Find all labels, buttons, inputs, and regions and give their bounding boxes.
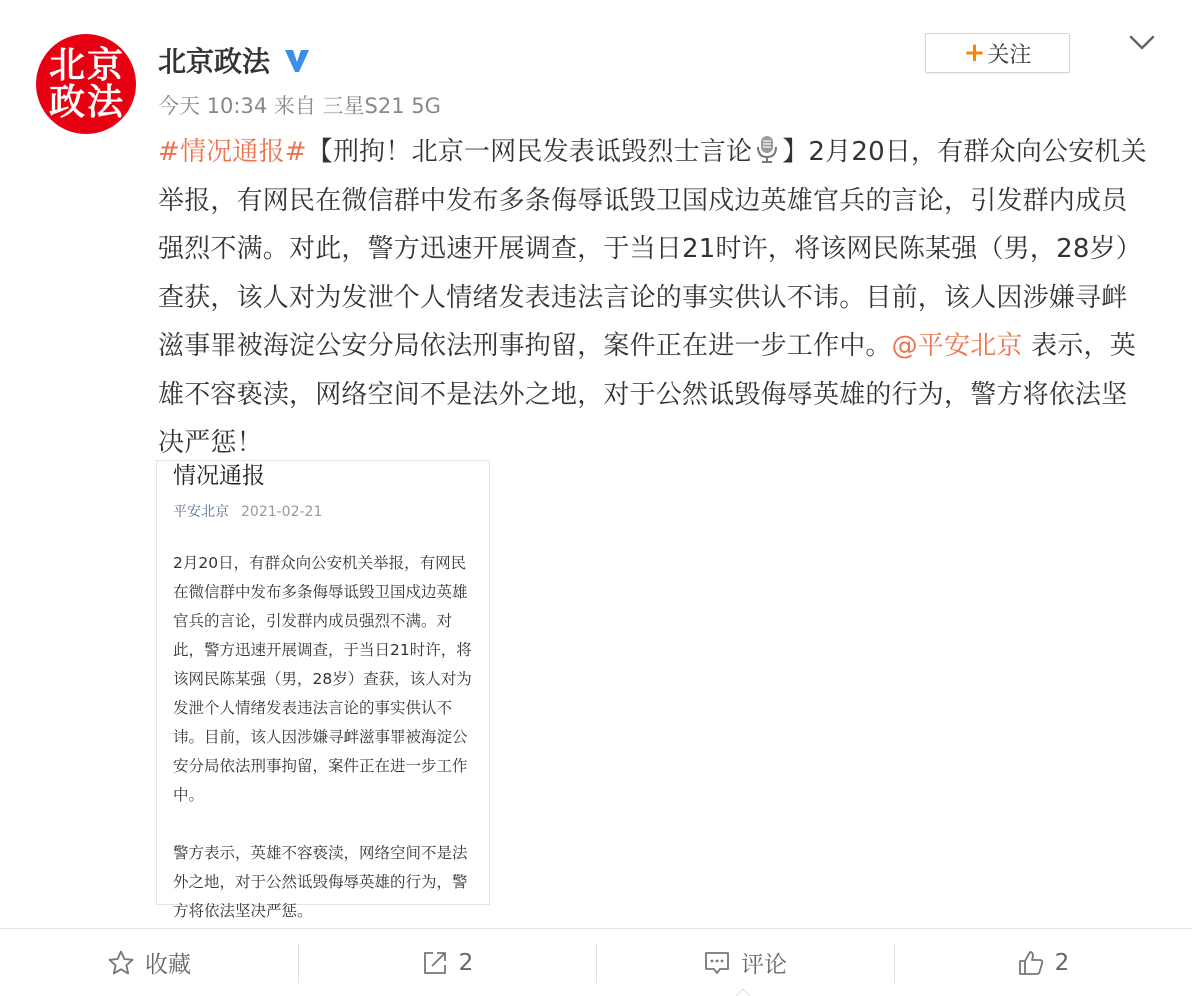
card-paragraph: 2月20日，有群众向公安机关举报，有网民在微信群中发布多条侮辱诋毁卫国戍边英雄官兵的言论，引发群内成员强烈不满。对此，警方迅速开展调查，于当日21时许，将该网民陈某强（男，28岁）查获，该人对为发泄个人情绪发表违法言论的事实供认不讳。目前，该人因涉嫌寻衅滋事罪被海淀公安分局依法刑事拘留，案件正在进一步工作中。: [173, 554, 472, 804]
attached-image[interactable]: [156, 460, 490, 920]
post-text: [158, 128, 1148, 468]
avatar-char: 政: [48, 80, 85, 123]
share-count: 2: [458, 949, 474, 976]
user-name-row: [158, 40, 312, 80]
mention-link[interactable]: @平安北京: [891, 331, 1023, 361]
card-meta: [173, 501, 322, 521]
follow-button[interactable]: [925, 33, 1070, 73]
like-count: 2: [1054, 949, 1070, 976]
favorite-button[interactable]: [0, 929, 298, 996]
post-meta: 今天 10:34 来自 三星S21 5G: [158, 94, 441, 118]
card-source: 平安北京: [173, 504, 229, 520]
post-text-part: 【刑拘！北京一网民发表诋毁烈士言论: [306, 137, 753, 167]
avatar-char: 京: [86, 43, 123, 86]
caret-up-icon: [735, 988, 751, 996]
hashtag-link[interactable]: #情况通报#: [158, 137, 307, 167]
microphone-icon: [754, 134, 780, 164]
comment-icon: [703, 949, 731, 977]
comment-button[interactable]: [596, 929, 894, 996]
card-paragraph: 警方表示，英雄不容亵渎，网络空间不是法外之地，对于公然诋毁侮辱英雄的行为，警方将依法坚决严惩。: [173, 844, 468, 920]
favorite-label: 收藏: [145, 952, 191, 978]
comment-label: 评论: [741, 952, 787, 978]
chevron-down-icon[interactable]: [1128, 34, 1156, 52]
like-button[interactable]: [894, 929, 1192, 996]
user-name[interactable]: 北京政法: [158, 45, 271, 78]
action-bar: [0, 928, 1192, 996]
post-text-part: 】2月20日，有群众向公安机关举报，有网民在微信群中发布多条侮辱诋毁卫国戍边英雄官兵的言论，引发群内成员强烈不满。对此，警方迅速开展调查，于当日21时许，将该网民陈某强（男，28岁）查获，该人对为发泄个人情绪发表违法言论的事实供认不讳。目前，该人因涉嫌寻衅滋事罪被海淀公安分局依法刑事拘留，案件正在进一步工作中。: [158, 137, 1147, 361]
star-icon: [107, 949, 135, 977]
card-body: [173, 549, 481, 955]
share-button[interactable]: [298, 929, 596, 996]
avatar-char: 北: [48, 43, 85, 86]
verified-icon: [282, 45, 312, 75]
follow-label: 关注: [987, 42, 1032, 68]
plus-icon: +: [963, 38, 986, 68]
post-text-part: 表示，英雄不容亵渎，网络空间不是法外之地，对于公然诋毁侮辱英雄的行为，警方将依法坚决严惩！: [158, 331, 1136, 458]
card-title: 情况通报: [173, 463, 265, 489]
avatar-char: 法: [86, 80, 123, 123]
card-date: 2021-02-21: [241, 504, 323, 520]
avatar[interactable]: [36, 34, 136, 134]
thumbs-up-icon: [1017, 949, 1045, 977]
share-icon: [421, 949, 449, 977]
